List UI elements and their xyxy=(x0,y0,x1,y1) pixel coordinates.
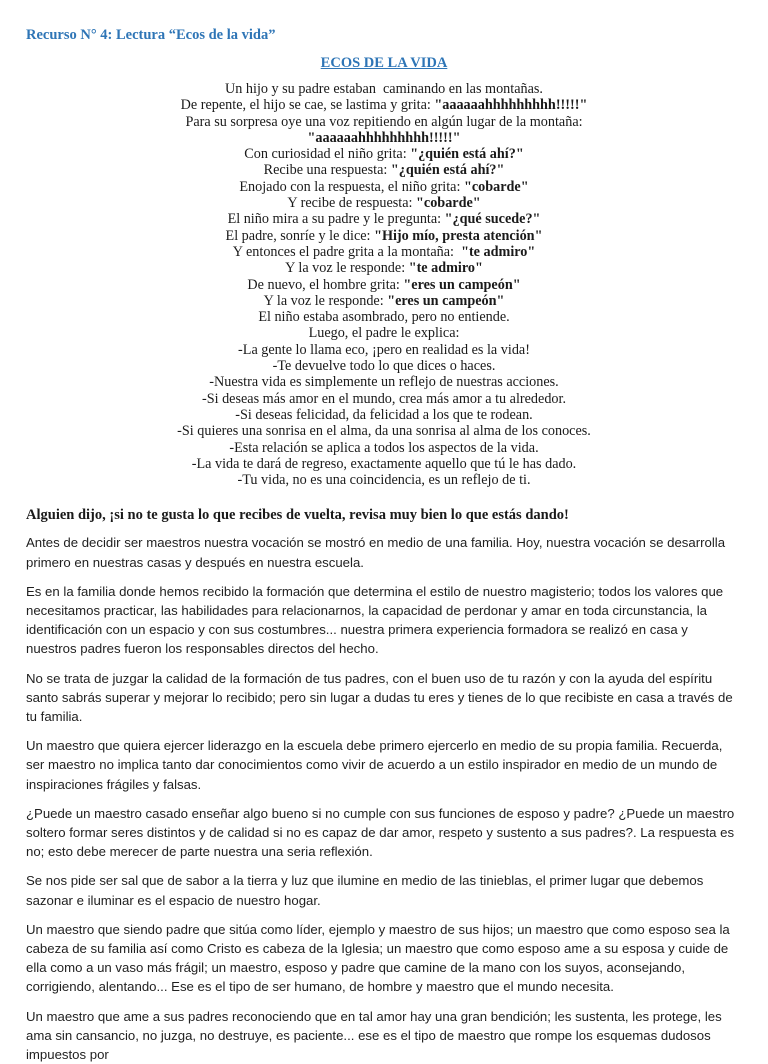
poem-line-text: -La vida te dará de regreso, exactamente aquello que tú le has dado. xyxy=(191,455,577,472)
poem-line-quote: "¿quién está ahí?" xyxy=(410,146,524,163)
poem-line xyxy=(26,146,742,162)
poem-line xyxy=(26,228,742,244)
poem-line-text: Luego, el padre le explica: xyxy=(308,325,460,342)
paragraph: ¿Puede un maestro casado enseñar algo bueno si no cumple con sus funciones de esposo y padre? ¿Puede un maestro soltero formar seres distintos y de calidad si no es capaz de dar amor, respeto y sustento a sus padres?. La respuesta es no; esto debe merecer de parte nuestra una seria reflexión. xyxy=(26,805,735,860)
poem-line-text: -Si quieres una sonrisa en el alma, da una sonrisa al alma de los conoces. xyxy=(177,423,591,440)
poem-line xyxy=(26,456,742,472)
poem-line xyxy=(26,97,742,113)
poem-line-text: -Si deseas más amor en el mundo, crea más amor a tu alrededor. xyxy=(201,390,567,407)
poem-line xyxy=(26,81,742,97)
poem-line-text: El niño mira a su padre y le pregunta: xyxy=(227,211,445,228)
paragraph: Un maestro que siendo padre que sitúa como líder, ejemplo y maestro de sus hijos; un maestro que como esposo sea la cabeza de su familia así como Cristo es cabeza de la Iglesia; un maestro que como esposo ame a su esposa y cuide de ella como a un vaso más frágil; un maestro, esposo y padre que camine de la mano con los suyos, aconsejando, corrigiendo, alentando... Ese es el tipo de ser humano, de hombre y maestro que el mundo necesita. xyxy=(26,921,730,995)
poem-line xyxy=(26,342,742,358)
poem-line xyxy=(26,309,742,325)
paragraph: Un maestro que ame a sus padres reconociendo que en tal amor hay una gran bendición; les sustenta, les protege, les ama sin cansancio, no juzga, no destruye, es paciente... ese es el tipo de maestro que rompe los esquemas dudosos impuestos por xyxy=(26,1008,722,1063)
poem-line xyxy=(26,195,742,211)
poem-line-quote: "eres un campeón" xyxy=(403,276,521,293)
poem-line-text: -Esta relación se aplica a todos los aspectos de la vida. xyxy=(229,439,539,456)
poem-line xyxy=(26,358,742,374)
poem-line xyxy=(26,472,742,488)
paragraph: Un maestro que quiera ejercer liderazgo en la escuela debe primero ejercerlo en medio de su propia familia. Recuerda, ser maestro no implica tanto dar conocimientos como vivir de acuerdo a un estilo inspirador en medio de un mundo de inspiraciones frágiles y falsas. xyxy=(26,738,723,792)
poem-line-text: Enojado con la respuesta, el niño grita: xyxy=(239,178,464,195)
poem-line-text: Y la voz le responde: xyxy=(263,292,388,309)
poem-line-text: De nuevo, el hombre grita: xyxy=(247,276,404,293)
poem-line-text: -La gente lo llama eco, ¡pero en realidad es la vida! xyxy=(238,341,530,358)
poem-line-text: Y recibe de respuesta: xyxy=(287,195,417,212)
poem-line-quote: "Hijo mío, presta atención" xyxy=(374,227,543,244)
poem-line-quote: "eres un campeón" xyxy=(387,292,505,309)
poem-line xyxy=(26,114,742,130)
poem-line xyxy=(26,407,742,423)
reading-title: ECOS DE LA VIDA xyxy=(320,55,448,71)
poem-line-quote: "te admiro" xyxy=(408,260,483,277)
poem-line xyxy=(26,325,742,341)
resource-heading: Recurso N° 4: Lectura “Ecos de la vida” xyxy=(26,27,276,43)
poem-line-quote: "¿qué sucede?" xyxy=(444,211,541,228)
poem-line-text: Un hijo y su padre estaban caminando en las montañas. xyxy=(225,81,543,97)
poem-line-quote: "te admiro" xyxy=(461,243,536,260)
closing-statement: Alguien dijo, ¡si no te gusta lo que recibes de vuelta, revisa muy bien lo que estás dando! xyxy=(26,507,569,524)
body-text xyxy=(26,533,742,1064)
poem-line-quote: "aaaaaahhhhhhhhh!!!!!" xyxy=(307,129,461,146)
poem-line-quote: "cobarde" xyxy=(463,178,529,195)
poem-line xyxy=(26,423,742,439)
poem-line-text: De repente, el hijo se cae, se lastima y grita: xyxy=(180,97,435,114)
poem-line-text: Y la voz le responde: xyxy=(285,260,409,277)
paragraph: Se nos pide ser sal que de sabor a la tierra y luz que ilumine en medio de las tinieblas, el primer lugar que debemos sazonar e iluminar es el espacio de nuestro hogar. xyxy=(26,873,704,908)
paragraph: Antes de decidir ser maestros nuestra vocación se mostró en medio de una familia. Hoy, nuestra vocación se desarrolla primero en nuestras casas y después en nuestra escuela. xyxy=(26,535,726,570)
poem-line xyxy=(26,179,742,195)
poem-line-text: Con curiosidad el niño grita: xyxy=(244,146,411,163)
poem-line xyxy=(26,244,742,260)
poem-line xyxy=(26,211,742,227)
paragraph: No se trata de juzgar la calidad de la formación de tus padres, con el buen uso de tu razón y con la ayuda del espíritu santo sabrás superar y mejorar lo recibido; pero sin lugar a dudas tu eres y tienes de lo que recibiste en casa a través de tu familia. xyxy=(26,670,733,725)
poem-line xyxy=(26,374,742,390)
poem-line-text: Para su sorpresa oye una voz repitiendo en algún lugar de la montaña: xyxy=(185,113,583,130)
poem-line xyxy=(26,277,742,293)
poem-line-quote: "cobarde" xyxy=(416,195,481,212)
poem-line-quote: "¿quién está ahí?" xyxy=(390,162,505,179)
poem-line-text: Y entonces el padre grita a la montaña: xyxy=(232,243,462,260)
poem-line xyxy=(26,130,742,146)
poem-line-text: Recibe una respuesta: xyxy=(263,162,391,179)
paragraph: Es en la familia donde hemos recibido la formación que determina el estilo de nuestro magisterio; todos los valores que necesitamos practicar, las habilidades para relacionarnos, la capacidad de perdonar y amar en toda circunstancia, la identificación con un espacio y con sus costumbres... nuestra primera experiencia formadora se realizó en casa y nuestros padres fueron los responsables directos del hecho. xyxy=(26,583,724,657)
poem-line-quote: "aaaaaahhhhhhhhh!!!!!" xyxy=(434,97,588,114)
poem-line-text: -Si deseas felicidad, da felicidad a los que te rodean. xyxy=(235,406,533,423)
poem-line xyxy=(26,293,742,309)
poem-line-text: -Nuestra vida es simplemente un reflejo de nuestras acciones. xyxy=(209,374,559,391)
poem-line-text: -Te devuelve todo lo que dices o haces. xyxy=(272,358,496,375)
poem-line-text: El padre, sonríe y le dice: xyxy=(225,227,375,244)
poem-line-text: El niño estaba asombrado, pero no entiende. xyxy=(258,309,510,326)
poem-line-text: -Tu vida, no es una coincidencia, es un reflejo de ti. xyxy=(237,472,531,489)
poem-block xyxy=(26,81,742,488)
poem-line xyxy=(26,440,742,456)
poem-line xyxy=(26,391,742,407)
poem-line xyxy=(26,260,742,276)
poem-line xyxy=(26,162,742,178)
